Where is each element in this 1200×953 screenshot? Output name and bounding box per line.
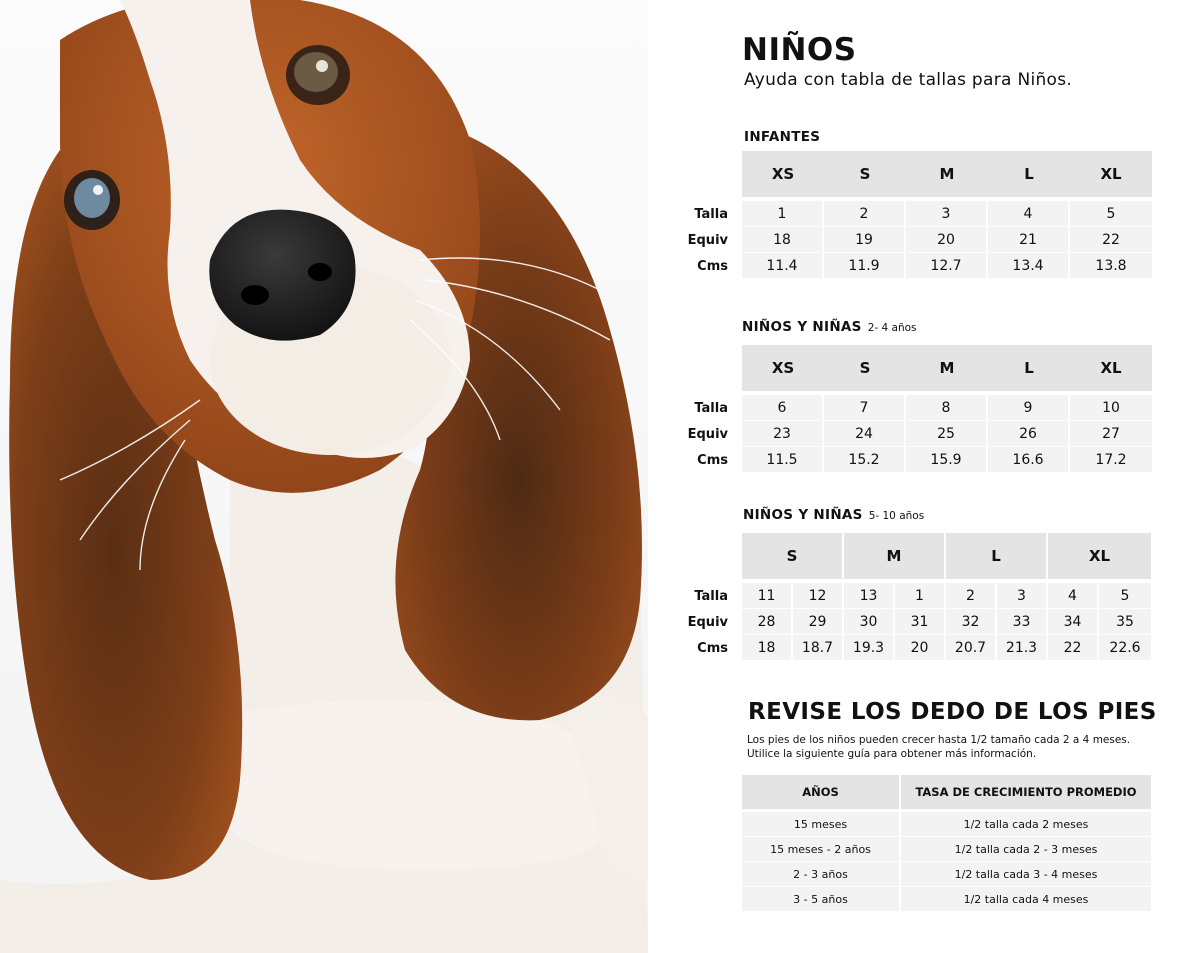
table-cell: 18 — [742, 635, 793, 661]
infantes-label: INFANTES — [744, 129, 821, 145]
table-cell: 12.7 — [906, 253, 988, 279]
row-label: Equiv — [687, 232, 728, 248]
table-cell: 19.3 — [844, 635, 895, 661]
row-label: Equiv — [687, 426, 728, 442]
header-spacer — [682, 533, 742, 583]
size-header: L — [988, 345, 1070, 395]
page-subtitle: Ayuda con tabla de tallas para Niños. — [744, 70, 1073, 90]
table-cell: 4 — [1048, 583, 1099, 609]
table-row — [682, 421, 1152, 447]
header-spacer — [682, 151, 742, 201]
ninos-5-10-age: 5- 10 años — [868, 510, 925, 522]
table-cell: 11.5 — [742, 447, 824, 473]
table-cell: 11 — [742, 583, 793, 609]
table-cell: 20 — [906, 227, 988, 253]
table-cell: 18.7 — [793, 635, 844, 661]
size-header: L — [988, 151, 1070, 201]
table-cell: 21 — [988, 227, 1070, 253]
table-cell: 22.6 — [1099, 635, 1151, 661]
table-cell: 1 — [895, 583, 946, 609]
toes-heading: REVISE LOS DEDO DE LOS PIES — [748, 699, 1157, 725]
table-cell: 6 — [742, 395, 824, 421]
section-label-infantes — [744, 129, 820, 145]
table-cell: 8 — [906, 395, 988, 421]
infantes-size-table — [682, 151, 1152, 279]
table-cell: 1/2 talla cada 2 - 3 meses — [901, 837, 1151, 862]
table-cell: 22 — [1048, 635, 1099, 661]
section-label-ninos-2-4 — [742, 319, 917, 335]
table-cell: 27 — [1070, 421, 1152, 447]
table-cell: 1/2 talla cada 4 meses — [901, 887, 1151, 912]
size-header: L — [946, 533, 1048, 583]
size-header: M — [906, 345, 988, 395]
table-header-row — [682, 533, 1151, 583]
table-cell: 15.9 — [906, 447, 988, 473]
size-header: XS — [742, 345, 824, 395]
ninos-5-10-size-table — [682, 533, 1151, 661]
table-row — [682, 227, 1152, 253]
table-cell: 28 — [742, 609, 793, 635]
size-header: XL — [1070, 151, 1152, 201]
table-row — [682, 395, 1152, 421]
table-row — [682, 201, 1152, 227]
table-cell: 20 — [895, 635, 946, 661]
size-header: S — [742, 533, 844, 583]
table-cell: 31 — [895, 609, 946, 635]
toes-note — [747, 733, 1130, 761]
table-cell: 21.3 — [997, 635, 1048, 661]
column-header-tasa: TASA DE CRECIMIENTO PROMEDIO — [901, 775, 1151, 812]
table-cell: 4 — [988, 201, 1070, 227]
column-header-anos: AÑOS — [742, 775, 901, 812]
table-cell: 23 — [742, 421, 824, 447]
table-cell: 9 — [988, 395, 1070, 421]
table-cell: 20.7 — [946, 635, 997, 661]
ninos-2-4-label: NIÑOS Y NIÑAS — [742, 319, 862, 335]
table-row — [682, 609, 1151, 635]
table-cell: 13.8 — [1070, 253, 1152, 279]
toes-note-line2: Utilice la siguiente guía para obtener más información. — [747, 748, 1037, 760]
table-header-row — [742, 775, 1151, 812]
size-header: XS — [742, 151, 824, 201]
table-cell: 3 — [997, 583, 1048, 609]
table-cell: 5 — [1070, 201, 1152, 227]
table-cell: 1/2 talla cada 2 meses — [901, 812, 1151, 837]
table-cell: 12 — [793, 583, 844, 609]
row-label: Equiv — [687, 614, 728, 630]
ninos-2-4-age: 2- 4 años — [867, 322, 917, 334]
table-cell: 11.4 — [742, 253, 824, 279]
row-label: Cms — [697, 452, 728, 468]
row-label: Talla — [694, 206, 728, 222]
table-cell: 24 — [824, 421, 906, 447]
table-cell: 13 — [844, 583, 895, 609]
table-cell: 16.6 — [988, 447, 1070, 473]
row-label: Talla — [694, 588, 728, 604]
table-cell: 30 — [844, 609, 895, 635]
table-row — [682, 635, 1151, 661]
table-cell: 25 — [906, 421, 988, 447]
table-cell: 2 — [946, 583, 997, 609]
growth-rate-table — [742, 775, 1151, 912]
size-header: M — [844, 533, 946, 583]
table-cell: 15 meses — [742, 812, 901, 837]
table-cell: 22 — [1070, 227, 1152, 253]
ninos-5-10-label: NIÑOS Y NIÑAS — [743, 507, 863, 523]
table-cell: 32 — [946, 609, 997, 635]
page-title: NIÑOS — [742, 32, 857, 68]
table-cell: 3 - 5 años — [742, 887, 901, 912]
table-row — [742, 887, 1151, 912]
toes-note-line1: Los pies de los niños pueden crecer hasta 1/2 tamaño cada 2 a 4 meses. — [747, 734, 1131, 746]
size-header: S — [824, 151, 906, 201]
table-cell: 15.2 — [824, 447, 906, 473]
table-cell: 2 - 3 años — [742, 862, 901, 887]
row-label: Cms — [697, 258, 728, 274]
table-cell: 1 — [742, 201, 824, 227]
table-cell: 11.9 — [824, 253, 906, 279]
table-row — [682, 583, 1151, 609]
table-header-row — [682, 151, 1152, 201]
size-header: XL — [1048, 533, 1151, 583]
table-cell: 29 — [793, 609, 844, 635]
table-cell: 19 — [824, 227, 906, 253]
table-cell: 34 — [1048, 609, 1099, 635]
table-cell: 5 — [1099, 583, 1151, 609]
ninos-2-4-size-table — [682, 345, 1152, 473]
table-cell: 13.4 — [988, 253, 1070, 279]
section-label-ninos-5-10 — [743, 507, 924, 523]
size-header: XL — [1070, 345, 1152, 395]
size-header: S — [824, 345, 906, 395]
table-row — [682, 447, 1152, 473]
table-row — [742, 812, 1151, 837]
table-cell: 7 — [824, 395, 906, 421]
table-cell: 33 — [997, 609, 1048, 635]
header-spacer — [682, 345, 742, 395]
table-row — [742, 862, 1151, 887]
table-cell: 15 meses - 2 años — [742, 837, 901, 862]
table-cell: 35 — [1099, 609, 1151, 635]
table-cell: 18 — [742, 227, 824, 253]
row-label: Cms — [697, 640, 728, 656]
table-cell: 3 — [906, 201, 988, 227]
table-row — [682, 253, 1152, 279]
table-header-row — [682, 345, 1152, 395]
table-cell: 10 — [1070, 395, 1152, 421]
size-header: M — [906, 151, 988, 201]
table-cell: 1/2 talla cada 3 - 4 meses — [901, 862, 1151, 887]
table-row — [742, 837, 1151, 862]
table-cell: 17.2 — [1070, 447, 1152, 473]
table-cell: 2 — [824, 201, 906, 227]
table-cell: 26 — [988, 421, 1070, 447]
row-label: Talla — [694, 400, 728, 416]
